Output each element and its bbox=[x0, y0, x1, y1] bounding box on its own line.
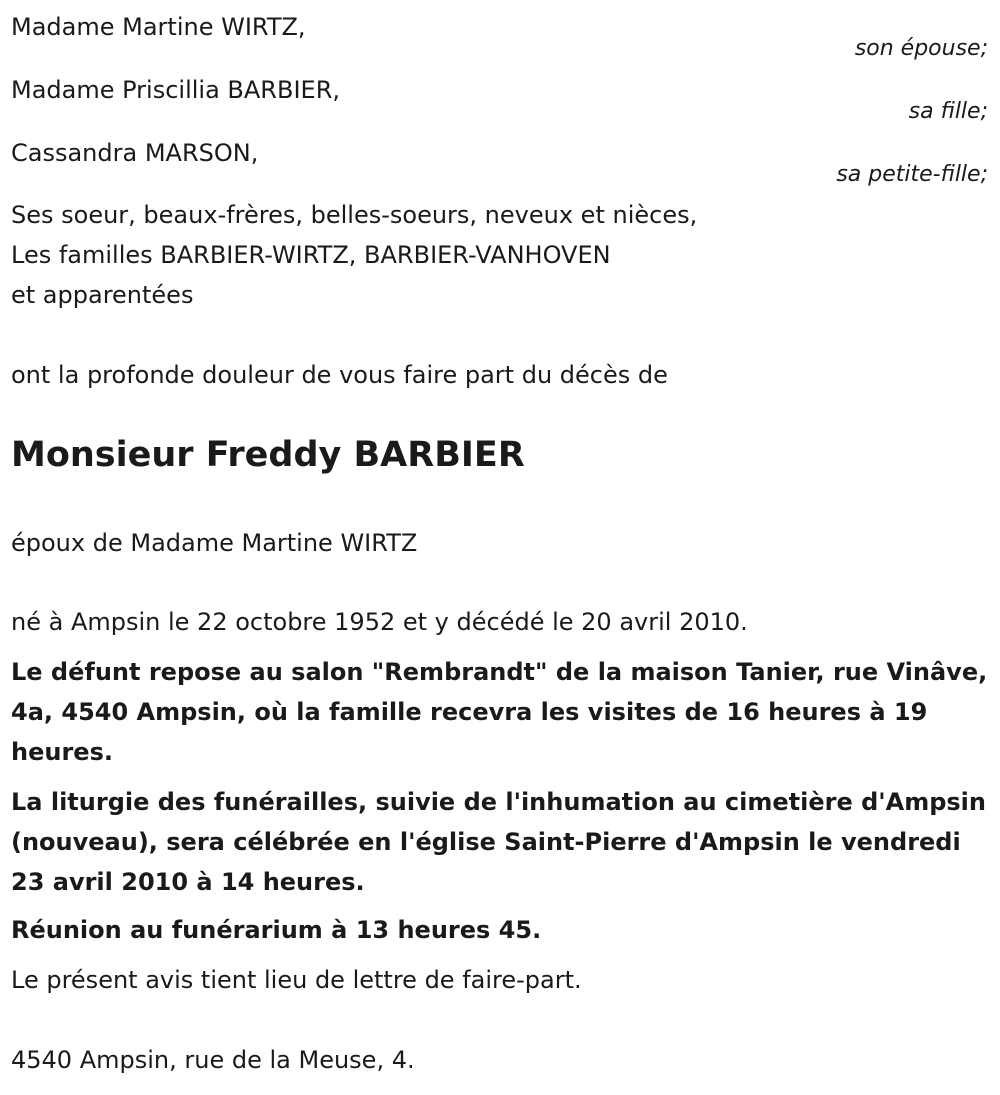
deceased-name: Monsieur Freddy BARBIER bbox=[11, 435, 525, 475]
relatives-line-2: Les familles BARBIER-WIRTZ, BARBIER-VANHOVEN bbox=[11, 241, 611, 269]
meeting-line: Réunion au funérarium à 13 heures 45. bbox=[11, 916, 542, 944]
repose-paragraph: Le défunt repose au salon "Rembrandt" de la maison Tanier, rue Vinâve, 4a, 4540 Ampsin, où la famille recevra les visites de 16 heures à 19 heures. bbox=[11, 658, 988, 766]
relatives-line-1: Ses soeur, beaux-frères, belles-soeurs, neveux et nièces, bbox=[11, 201, 698, 229]
family-member-1-name: Madame Martine WIRTZ, bbox=[11, 13, 306, 41]
family-member-2-name: Madame Priscillia BARBIER, bbox=[11, 76, 340, 104]
family-member-3-role: sa petite-fille; bbox=[836, 162, 988, 187]
relatives-line-3: et apparentées bbox=[11, 281, 194, 309]
liturgy-paragraph: La liturgie des funérailles, suivie de l'inhumation au cimetière d'Ampsin (nouveau), sera célébrée en l'église Saint-Pierre d'Ampsin le vendredi 23 avril 2010 à 14 heures. bbox=[11, 788, 986, 896]
birth-death-line: né à Ampsin le 22 octobre 1952 et y décédé le 20 avril 2010. bbox=[11, 608, 748, 636]
family-member-1-role: son épouse; bbox=[854, 36, 988, 61]
notice-line: Le présent avis tient lieu de lettre de faire-part. bbox=[11, 966, 582, 994]
family-member-3-name: Cassandra MARSON, bbox=[11, 139, 259, 167]
family-member-2-role: sa fille; bbox=[908, 99, 988, 124]
announcement-text: ont la profonde douleur de vous faire part du décès de bbox=[11, 361, 668, 389]
address-line: 4540 Ampsin, rue de la Meuse, 4. bbox=[11, 1046, 415, 1074]
spouse-line: époux de Madame Martine WIRTZ bbox=[11, 529, 418, 557]
